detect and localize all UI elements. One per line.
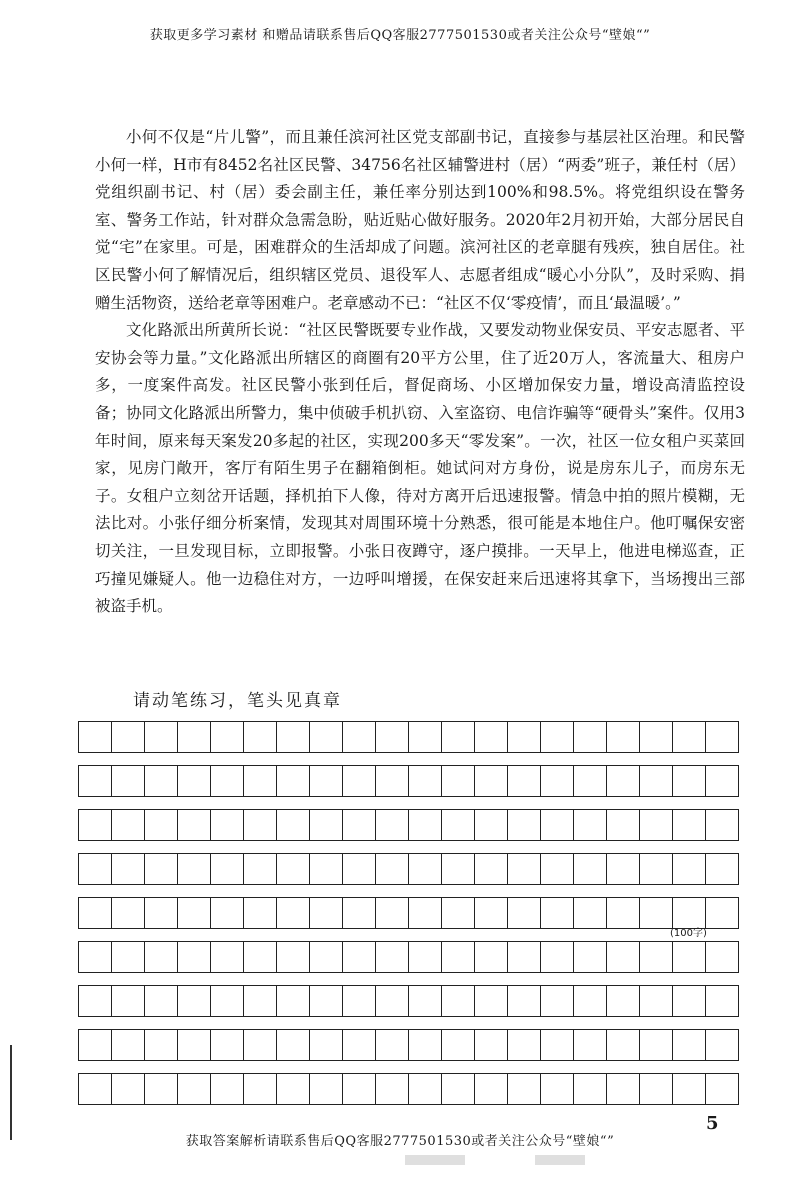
grid-cell[interactable]: [706, 1029, 739, 1061]
grid-cell[interactable]: [343, 1073, 376, 1105]
character-count-note: (100字): [670, 928, 707, 939]
grid-cell[interactable]: [343, 1029, 376, 1061]
grid-cell[interactable]: [475, 1073, 508, 1105]
grid-cell[interactable]: [310, 853, 343, 885]
grid-cell[interactable]: [409, 765, 442, 797]
grid-cell[interactable]: [508, 941, 541, 973]
grid-cell[interactable]: [409, 853, 442, 885]
grid-row: [78, 897, 738, 929]
grid-cell[interactable]: [343, 721, 376, 753]
grid-cell[interactable]: [244, 765, 277, 797]
grid-cell[interactable]: [574, 1029, 607, 1061]
grid-cell[interactable]: [277, 897, 310, 929]
grid-cell[interactable]: [244, 985, 277, 1017]
grid-cell[interactable]: [244, 941, 277, 973]
grid-cell[interactable]: [310, 1029, 343, 1061]
grid-cell[interactable]: [640, 721, 673, 753]
grid-cell[interactable]: [79, 765, 112, 797]
grid-cell[interactable]: [541, 809, 574, 841]
grid-cell[interactable]: [211, 1073, 244, 1105]
grid-cell[interactable]: [706, 985, 739, 1017]
scan-artifact: [535, 1155, 585, 1165]
grid-cell[interactable]: [79, 941, 112, 973]
grid-cell[interactable]: [145, 1073, 178, 1105]
grid-cell[interactable]: [574, 985, 607, 1017]
grid-cell[interactable]: [178, 941, 211, 973]
grid-cell[interactable]: [442, 941, 475, 973]
grid-cell[interactable]: [112, 897, 145, 929]
grid-cell[interactable]: [508, 985, 541, 1017]
grid-cell[interactable]: [673, 765, 706, 797]
grid-cell[interactable]: [310, 985, 343, 1017]
grid-cell[interactable]: [409, 1029, 442, 1061]
scan-artifact: [405, 1155, 465, 1165]
grid-cell[interactable]: [574, 721, 607, 753]
grid-cell[interactable]: [112, 721, 145, 753]
grid-cell[interactable]: [145, 809, 178, 841]
grid-row: [78, 853, 738, 885]
grid-cell[interactable]: [79, 897, 112, 929]
grid-cell[interactable]: [409, 897, 442, 929]
grid-cell[interactable]: [541, 941, 574, 973]
grid-cell[interactable]: [310, 941, 343, 973]
grid-cell[interactable]: [211, 853, 244, 885]
grid-cell[interactable]: [145, 1029, 178, 1061]
grid-cell[interactable]: [640, 765, 673, 797]
grid-cell[interactable]: [442, 897, 475, 929]
grid-cell[interactable]: [607, 809, 640, 841]
grid-cell[interactable]: [508, 1029, 541, 1061]
grid-cell[interactable]: [706, 897, 739, 929]
page-header: 获取更多学习素材 和赠品请联系售后QQ客服2777501530或者关注公众号“壁娘“”: [149, 28, 651, 43]
grid-cell[interactable]: [574, 1073, 607, 1105]
grid-cell[interactable]: [607, 1073, 640, 1105]
grid-cell[interactable]: [508, 897, 541, 929]
grid-cell[interactable]: [277, 809, 310, 841]
grid-cell[interactable]: [574, 853, 607, 885]
grid-cell[interactable]: [343, 853, 376, 885]
grid-cell[interactable]: [574, 809, 607, 841]
grid-cell[interactable]: [706, 1073, 739, 1105]
grid-cell[interactable]: [79, 985, 112, 1017]
grid-cell[interactable]: [508, 853, 541, 885]
grid-cell[interactable]: [79, 721, 112, 753]
grid-cell[interactable]: [277, 941, 310, 973]
grid-cell[interactable]: [277, 1029, 310, 1061]
grid-cell[interactable]: [541, 1029, 574, 1061]
grid-cell[interactable]: [244, 853, 277, 885]
grid-cell[interactable]: [508, 809, 541, 841]
grid-cell[interactable]: [145, 765, 178, 797]
grid-cell[interactable]: [640, 1029, 673, 1061]
grid-cell[interactable]: [508, 765, 541, 797]
grid-cell[interactable]: [277, 985, 310, 1017]
page-footer: 获取答案解析请联系售后QQ客服2777501530或者关注公众号“壁娘“”: [185, 1134, 615, 1149]
grid-row: [78, 721, 738, 753]
article-body: [95, 124, 745, 621]
grid-cell[interactable]: [145, 853, 178, 885]
grid-cell[interactable]: [640, 941, 673, 973]
grid-row: [78, 1073, 738, 1105]
grid-cell[interactable]: [409, 809, 442, 841]
grid-cell[interactable]: [178, 1029, 211, 1061]
grid-cell[interactable]: [442, 853, 475, 885]
grid-cell[interactable]: [673, 1073, 706, 1105]
grid-cell[interactable]: [244, 809, 277, 841]
grid-cell[interactable]: [541, 765, 574, 797]
grid-cell[interactable]: [376, 1073, 409, 1105]
grid-cell[interactable]: [112, 1029, 145, 1061]
grid-cell[interactable]: [178, 765, 211, 797]
grid-cell[interactable]: [211, 985, 244, 1017]
grid-cell[interactable]: [277, 721, 310, 753]
grid-cell[interactable]: [79, 1073, 112, 1105]
grid-cell[interactable]: [673, 1029, 706, 1061]
grid-cell[interactable]: [211, 1029, 244, 1061]
grid-cell[interactable]: [112, 1073, 145, 1105]
grid-cell[interactable]: [442, 765, 475, 797]
grid-cell[interactable]: [706, 765, 739, 797]
grid-cell[interactable]: [145, 941, 178, 973]
grid-cell[interactable]: [409, 721, 442, 753]
grid-cell[interactable]: [112, 809, 145, 841]
grid-cell[interactable]: [442, 985, 475, 1017]
grid-cell[interactable]: [343, 941, 376, 973]
grid-cell[interactable]: [409, 985, 442, 1017]
grid-cell[interactable]: [442, 809, 475, 841]
grid-cell[interactable]: [211, 941, 244, 973]
grid-cell[interactable]: [211, 765, 244, 797]
grid-cell[interactable]: [607, 765, 640, 797]
grid-cell[interactable]: [475, 809, 508, 841]
grid-cell[interactable]: [409, 941, 442, 973]
grid-cell[interactable]: [343, 897, 376, 929]
grid-cell[interactable]: [607, 1029, 640, 1061]
grid-cell[interactable]: [376, 941, 409, 973]
grid-cell[interactable]: [673, 809, 706, 841]
grid-cell[interactable]: [310, 809, 343, 841]
grid-cell[interactable]: [310, 1073, 343, 1105]
grid-cell[interactable]: [442, 1029, 475, 1061]
grid-cell[interactable]: [112, 765, 145, 797]
grid-cell[interactable]: [640, 853, 673, 885]
grid-cell[interactable]: [376, 1029, 409, 1061]
grid-cell[interactable]: [475, 1029, 508, 1061]
grid-cell[interactable]: [343, 765, 376, 797]
grid-row: [78, 809, 738, 841]
grid-cell[interactable]: [640, 897, 673, 929]
grid-cell[interactable]: [376, 765, 409, 797]
grid-cell[interactable]: [475, 941, 508, 973]
grid-cell[interactable]: [442, 721, 475, 753]
grid-cell[interactable]: [244, 897, 277, 929]
grid-cell[interactable]: [112, 853, 145, 885]
grid-cell[interactable]: [145, 985, 178, 1017]
grid-cell[interactable]: [244, 1029, 277, 1061]
grid-cell[interactable]: [343, 809, 376, 841]
grid-cell[interactable]: [112, 941, 145, 973]
grid-cell[interactable]: [706, 809, 739, 841]
grid-cell[interactable]: [277, 1073, 310, 1105]
grid-cell[interactable]: [178, 853, 211, 885]
grid-cell[interactable]: [673, 941, 706, 973]
grid-cell[interactable]: [79, 1029, 112, 1061]
page-number: 5: [706, 1113, 719, 1134]
grid-cell[interactable]: [475, 985, 508, 1017]
grid-cell[interactable]: [343, 985, 376, 1017]
grid-cell[interactable]: [475, 853, 508, 885]
grid-cell[interactable]: [211, 721, 244, 753]
grid-cell[interactable]: [211, 809, 244, 841]
grid-cell[interactable]: [541, 721, 574, 753]
grid-row: [78, 985, 738, 1017]
grid-cell[interactable]: [310, 721, 343, 753]
grid-cell[interactable]: [178, 897, 211, 929]
grid-cell[interactable]: [145, 897, 178, 929]
grid-cell[interactable]: [277, 853, 310, 885]
grid-cell[interactable]: [706, 721, 739, 753]
grid-cell[interactable]: [178, 809, 211, 841]
grid-cell[interactable]: [79, 809, 112, 841]
grid-cell[interactable]: [244, 721, 277, 753]
grid-cell[interactable]: [673, 853, 706, 885]
grid-cell[interactable]: [640, 985, 673, 1017]
grid-cell[interactable]: [79, 853, 112, 885]
grid-cell[interactable]: [508, 1073, 541, 1105]
grid-cell[interactable]: [607, 985, 640, 1017]
grid-cell[interactable]: [706, 941, 739, 973]
grid-cell[interactable]: [178, 1073, 211, 1105]
grid-cell[interactable]: [673, 721, 706, 753]
grid-row: [78, 765, 738, 797]
grid-cell[interactable]: [376, 897, 409, 929]
grid-cell[interactable]: [475, 765, 508, 797]
grid-row: [78, 1029, 738, 1061]
grid-cell[interactable]: [574, 765, 607, 797]
grid-cell[interactable]: [607, 721, 640, 753]
grid-cell[interactable]: [277, 765, 310, 797]
grid-cell[interactable]: [706, 853, 739, 885]
grid-cell[interactable]: [541, 853, 574, 885]
grid-cell[interactable]: [211, 897, 244, 929]
grid-cell[interactable]: [178, 985, 211, 1017]
grid-cell[interactable]: [376, 721, 409, 753]
grid-cell[interactable]: [607, 853, 640, 885]
grid-cell[interactable]: [541, 897, 574, 929]
grid-cell[interactable]: [607, 941, 640, 973]
grid-cell[interactable]: [574, 941, 607, 973]
grid-cell[interactable]: [376, 853, 409, 885]
grid-cell[interactable]: [574, 897, 607, 929]
grid-cell[interactable]: [376, 985, 409, 1017]
grid-cell[interactable]: [541, 1073, 574, 1105]
grid-cell[interactable]: [508, 721, 541, 753]
grid-cell[interactable]: [112, 985, 145, 1017]
grid-cell[interactable]: [442, 1073, 475, 1105]
scan-edge-mark: [10, 1045, 12, 1140]
grid-cell[interactable]: [541, 985, 574, 1017]
paragraph-2: 文化路派出所黄所长说：“社区民警既要专业作战，又要发动物业保安员、平安志愿者、平安协会等力量。”文化路派出所辖区的商圈有20平方公里，住了近20万人，客流量大、租房户多，一度案件高发。社区民警小张到任后，督促商场、小区增加保安力量，增设高清监控设备；协同文化路派出所警力，集中侦破手机扒窃、入室盗窃、电信诈骗等“硬骨头”案件。仅用3年时间，原来每天案发20多起的社区，实现200多天“零发案”。一次，社区一位女租户买菜回家，见房门敞开，客厅有陌生男子在翻箱倒柜。她试问对方身份，说是房东儿子，而房东无子。女租户立刻岔开话题，择机拍下人像，待对方离开后迅速报警。情急中拍的照片模糊，无法比对。小张仔细分析案情，发现其对周围环境十分熟悉，很可能是本地住户。他叮嘱保安密切关注，一旦发现目标，立即报警。小张日夜蹲守，逐户摸排。一天早上，他进电梯巡查，正巧撞见嫌疑人。他一边稳住对方，一边呼叫增援，在保安赶来后迅速将其拿下，当场搜出三部被盗手机。: [95, 321, 745, 616]
grid-cell[interactable]: [244, 1073, 277, 1105]
grid-cell[interactable]: [640, 809, 673, 841]
grid-cell[interactable]: [145, 721, 178, 753]
grid-cell[interactable]: [475, 897, 508, 929]
grid-cell[interactable]: [310, 897, 343, 929]
grid-cell[interactable]: [640, 1073, 673, 1105]
grid-cell[interactable]: [475, 721, 508, 753]
paragraph-1: 小何不仅是“片儿警”，而且兼任滨河社区党支部副书记，直接参与基层社区治理。和民警小何一样，H市有8452名社区民警、34756名社区辅警进村（居）“两委”班子，兼任村（居）党组织副书记、村（居）委会副主任，兼任率分别达到100%和98.5%。将党组织设在警务室、警务工作站，针对群众急需急盼，贴近贴心做好服务。2020年2月初开始，大部分居民自觉“宅”在家里。可是，困难群众的生活却成了问题。滨河社区的老章腿有残疾，独自居住。社区民警小何了解情况后，组织辖区党员、退役军人、志愿者组成“暖心小分队”，及时采购、捐赠生活物资，送给老章等困难户。老章感动不已：“社区不仅‘零疫情’，而且‘最温暖’。”: [95, 128, 745, 312]
grid-cell[interactable]: [178, 721, 211, 753]
practice-title: 请动笔练习，笔头见真章: [133, 691, 342, 711]
grid-cell[interactable]: [310, 765, 343, 797]
grid-cell[interactable]: [376, 809, 409, 841]
grid-cell[interactable]: [409, 1073, 442, 1105]
grid-row: [78, 941, 738, 973]
grid-cell[interactable]: [673, 985, 706, 1017]
grid-cell[interactable]: [607, 897, 640, 929]
